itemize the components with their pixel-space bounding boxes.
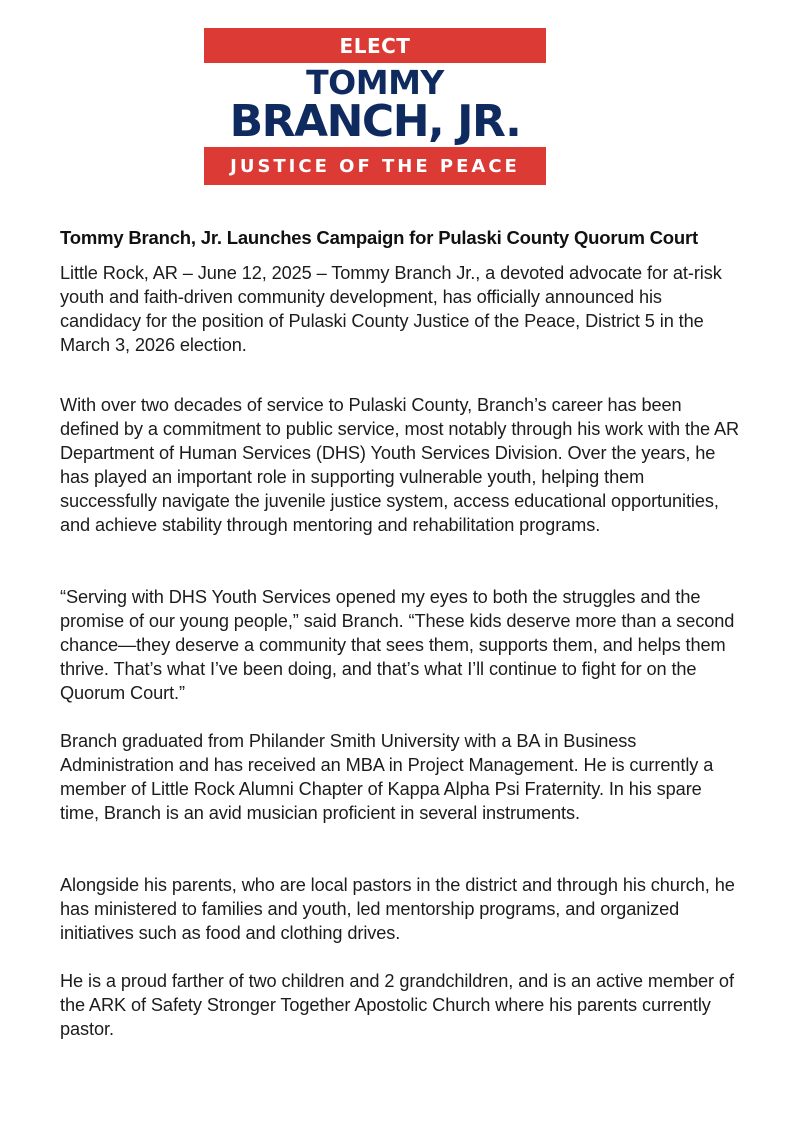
campaign-logo [204, 28, 546, 185]
candidate-last-name: BRANCH, JR. [229, 96, 521, 147]
paragraph-family: He is a proud farther of two children and 2 grandchildren, and is an active member of the ARK of Safety Stronger Together Apostolic Church where his parents currently pastor. [60, 971, 734, 1039]
elect-text: ELECT [339, 34, 411, 58]
paragraph-ministry: Alongside his parents, who are local pastors in the district and through his church, he has ministered to families and youth, led mentorship programs, and organized initiatives such as food and clothing drives. [60, 875, 735, 943]
elect-banner [204, 28, 546, 63]
paragraph-education: Branch graduated from Philander Smith University with a BA in Business Administration and has received an MBA in Project Management. He is currently a member of Little Rock Alumni Chapter of Kappa Alpha Psi Fraternity. In his spare time, Branch is an avid musician proficient in several instruments. [60, 731, 714, 823]
office-banner [204, 147, 546, 185]
office-text: JUSTICE OF THE PEACE [230, 156, 520, 177]
candidate-first-name: TOMMY [306, 63, 444, 102]
press-release-headline: Tommy Branch, Jr. Launches Campaign for Pulaski County Quorum Court [60, 227, 698, 248]
paragraph-quote: “Serving with DHS Youth Services opened my eyes to both the struggles and the promise of our young people,” said Branch. “These kids deserve more than a second chance—they deserve a community that sees them, supports them, and helps them thrive. That’s what I’ve been doing, and that’s what I’ll continue to fight for on the Quorum Court.” [60, 587, 735, 703]
paragraph-announcement: Little Rock, AR – June 12, 2025 – Tommy Branch Jr., a devoted advocate for at-risk youth and faith-driven community development, has officially announced his candidacy for the position of Pulaski County Justice of the Peace, District 5 in the March 3, 2026 election. [60, 263, 722, 355]
paragraph-career: With over two decades of service to Pulaski County, Branch’s career has been defined by a commitment to public service, most notably through his work with the AR Department of Human Services (DHS) Youth Services Division. Over the years, he has played an important role in supporting vulnerable youth, helping them successfully navigate the juvenile justice system, access educational opportunities, and achieve stability through mentoring and rehabilitation programs. [60, 395, 740, 535]
